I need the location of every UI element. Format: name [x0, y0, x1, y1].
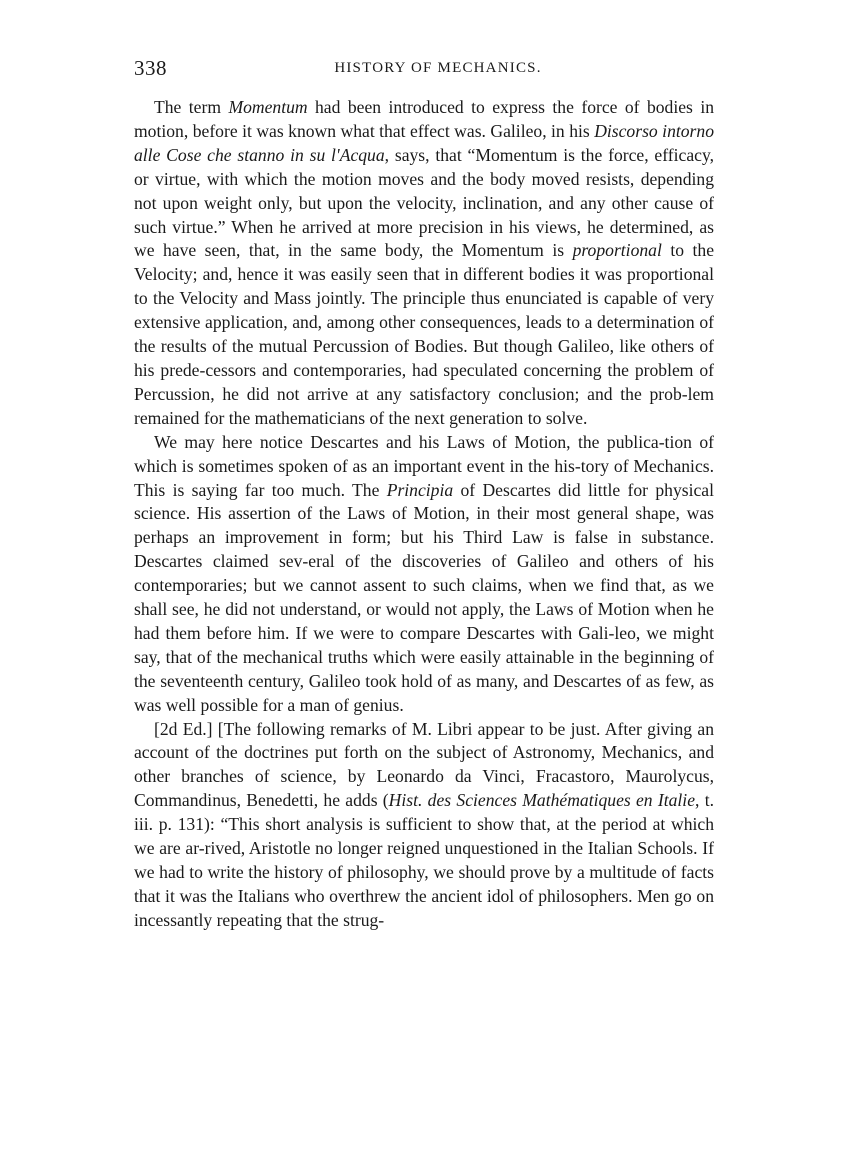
italic-title: Discorso intorno alle Cose che stanno in su l'Acqua: [134, 120, 714, 165]
paragraph-libri: [134, 718, 714, 933]
paragraph-descartes: [134, 431, 714, 718]
text-segment: , t. iii. p. 131): “This short analysis is sufficient to show that, at the period at which we are ar-rived, Aristotle no longer reigned unquestioned in the Italian Schools. If we had to write the history of philosophy, we should prove by a multitude of facts that it was the Italians who overthrew the ancient idol of philosophers. Men go on incessantly repeating that the strug-: [134, 790, 714, 930]
italic-title: Principia: [386, 479, 454, 500]
book-page: [134, 52, 714, 933]
running-title: HISTORY OF MECHANICS.: [334, 60, 542, 76]
text-segment: , says, that “Momentum is the force, efficacy, or virtue, with which the motion moves and the body moved resists, depending not upon weight only, but upon the velocity, inclination, and any other cause of such virtue.” When he arrived at more precision in his views, he determined, as we have seen, that, in the same body, the Momentum is: [134, 144, 714, 261]
italic-term: Momentum: [228, 97, 308, 117]
italic-term: proportional: [572, 240, 662, 261]
paragraph-momentum: [134, 96, 714, 431]
body-text: [134, 96, 714, 933]
text-segment: had been introduced to express the force of bodies in motion, before it was known what that effect was. Galileo, in his: [134, 97, 715, 141]
text-segment: The term: [154, 97, 229, 117]
text-segment: of Descartes did little for physical science. His assertion of the Laws of Motion, in their most general shape, was perhaps an improvement in form; but his Third Law is false in substance. Descartes claimed sev-eral of the discoveries of Galileo and others of his contemporaries; but we cannot assent to such claims, when we find that, as we shall see, he did not understand, or would not apply, the Laws of Motion when he had them before him. If we were to compare Descartes with Gali-leo, we might say, that of the mechanical truths which were easily attainable in the beginning of the seventeenth century, Galileo took hold of as many, and Descartes of as few, as was well possible for a man of genius.: [134, 479, 714, 715]
text-segment: [2d Ed.] [The following remarks of M. Libri appear to be just. After giving an account of the doctrines put forth on the subject of Astronomy, Mechanics, and other branches of science, by Leonardo da Vinci, Fracastoro, Maurolycus, Commandinus, Benedetti, he adds (: [134, 718, 714, 811]
page-number: 338: [134, 56, 167, 80]
text-segment: We may here notice Descartes and his Laws of Motion, the publica-tion of which is sometimes spoken of as an important event in the his-tory of Mechanics. This is saying far too much. The: [134, 431, 714, 500]
page-header: [134, 52, 714, 86]
text-segment: to the Velocity; and, hence it was easily seen that in different bodies it was proportional to the Velocity and Mass jointly. The principle thus enunciated is capable of very extensive application, and, among other consequences, leads to a determination of the results of the mutual Percussion of Bodies. But though Galileo, like others of his prede-cessors and contemporaries, had speculated concerning the problem of Percussion, he did not arrive at any satisfactory conclusion; and the prob-lem remained for the mathematicians of the next generation to solve.: [134, 240, 714, 428]
italic-citation: Hist. des Sciences Mathématiques en Italie: [388, 790, 696, 811]
